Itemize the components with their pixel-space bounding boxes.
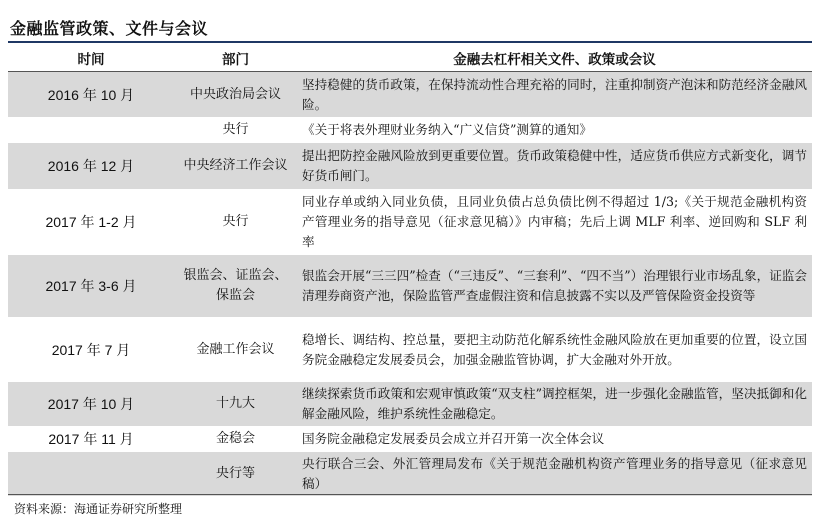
dept-cell: 央行 [174,118,297,143]
section-title: 金融监管政策、文件与会议 [10,19,209,38]
time-cell: 2017 年 3-6 月 [8,255,174,318]
content-cell: 继续探索货币政策和宏观审慎政策“双支柱”调控框架，进一步强化金融监管，坚决抵御和化解金融风险，维护系统性金融稳定。 [297,382,812,427]
dept-cell: 中央经济工作会议 [174,143,297,190]
time-cell: 2017 年 1-2 月 [8,190,174,255]
content-cell: 提出把防控金融风险放到更重要位置。货币政策稳健中性，适应货币供应方式新变化，调节好货币闸门。 [297,143,812,190]
dept-cell: 央行 [174,190,297,255]
header-time: 时间 [8,45,174,72]
dept-cell: 央行等 [174,452,297,497]
table-row [8,255,812,318]
table-row [8,452,812,497]
policy-table [8,45,812,497]
content-cell: 银监会开展“三三四”检查（“三违反”、“三套利”、“四不当”）治理银行业市场乱象，证监会清理券商资产池，保险监管严查虚假注资和信息披露不实以及严管保险资金投资等 [297,255,812,318]
time-cell: 2017 年 11 月 [8,427,174,452]
content-cell: 坚持稳健的货币政策，在保持流动性合理充裕的同时，注重抑制资产泡沫和防范经济金融风险。 [297,72,812,118]
time-cell: 2017 年 7 月 [8,318,174,382]
dept-cell: 中央政治局会议 [174,72,297,118]
table-row [8,72,812,118]
dept-cell: 金稳会 [174,427,297,452]
dept-cell: 银监会、证监会、保监会 [174,255,297,318]
header-content: 金融去杠杆相关文件、政策或会议 [297,45,812,72]
source-note: 资料来源：海通证券研究所整理 [14,502,183,516]
table-row [8,382,812,427]
table-row [8,427,812,452]
content-cell: 同业存单或纳入同业负债，且同业负债占总负债比例不得超过 1/3;《关于规范金融机构资产管理业务的指导意见（征求意见稿）》内审稿；先后上调 MLF 利率、逆回购和 SLF 利率 [297,190,812,255]
header-dept: 部门 [174,45,297,72]
time-cell: 2016 年 12 月 [8,143,174,190]
content-cell: 央行联合三会、外汇管理局发布《关于规范金融机构资产管理业务的指导意见（征求意见稿） [297,452,812,497]
time-cell [8,118,174,143]
table-row [8,318,812,382]
title-rule [8,41,812,43]
dept-cell: 十九大 [174,382,297,427]
content-cell: 稳增长、调结构、控总量，要把主动防范化解系统性金融风险放在更加重要的位置，设立国务院金融稳定发展委员会，加强金融监管协调，扩大金融对外开放。 [297,318,812,382]
table-header-row [8,45,812,72]
time-cell: 2016 年 10 月 [8,72,174,118]
time-cell: 2017 年 10 月 [8,382,174,427]
table-row [8,143,812,190]
dept-cell: 金融工作会议 [174,318,297,382]
table-bottom-rule [8,494,812,495]
table-row [8,118,812,143]
content-cell: 国务院金融稳定发展委员会成立并召开第一次全体会议 [297,427,812,452]
time-cell [8,452,174,497]
table-row [8,190,812,255]
content-cell: 《关于将表外理财业务纳入“广义信贷”测算的通知》 [297,118,812,143]
